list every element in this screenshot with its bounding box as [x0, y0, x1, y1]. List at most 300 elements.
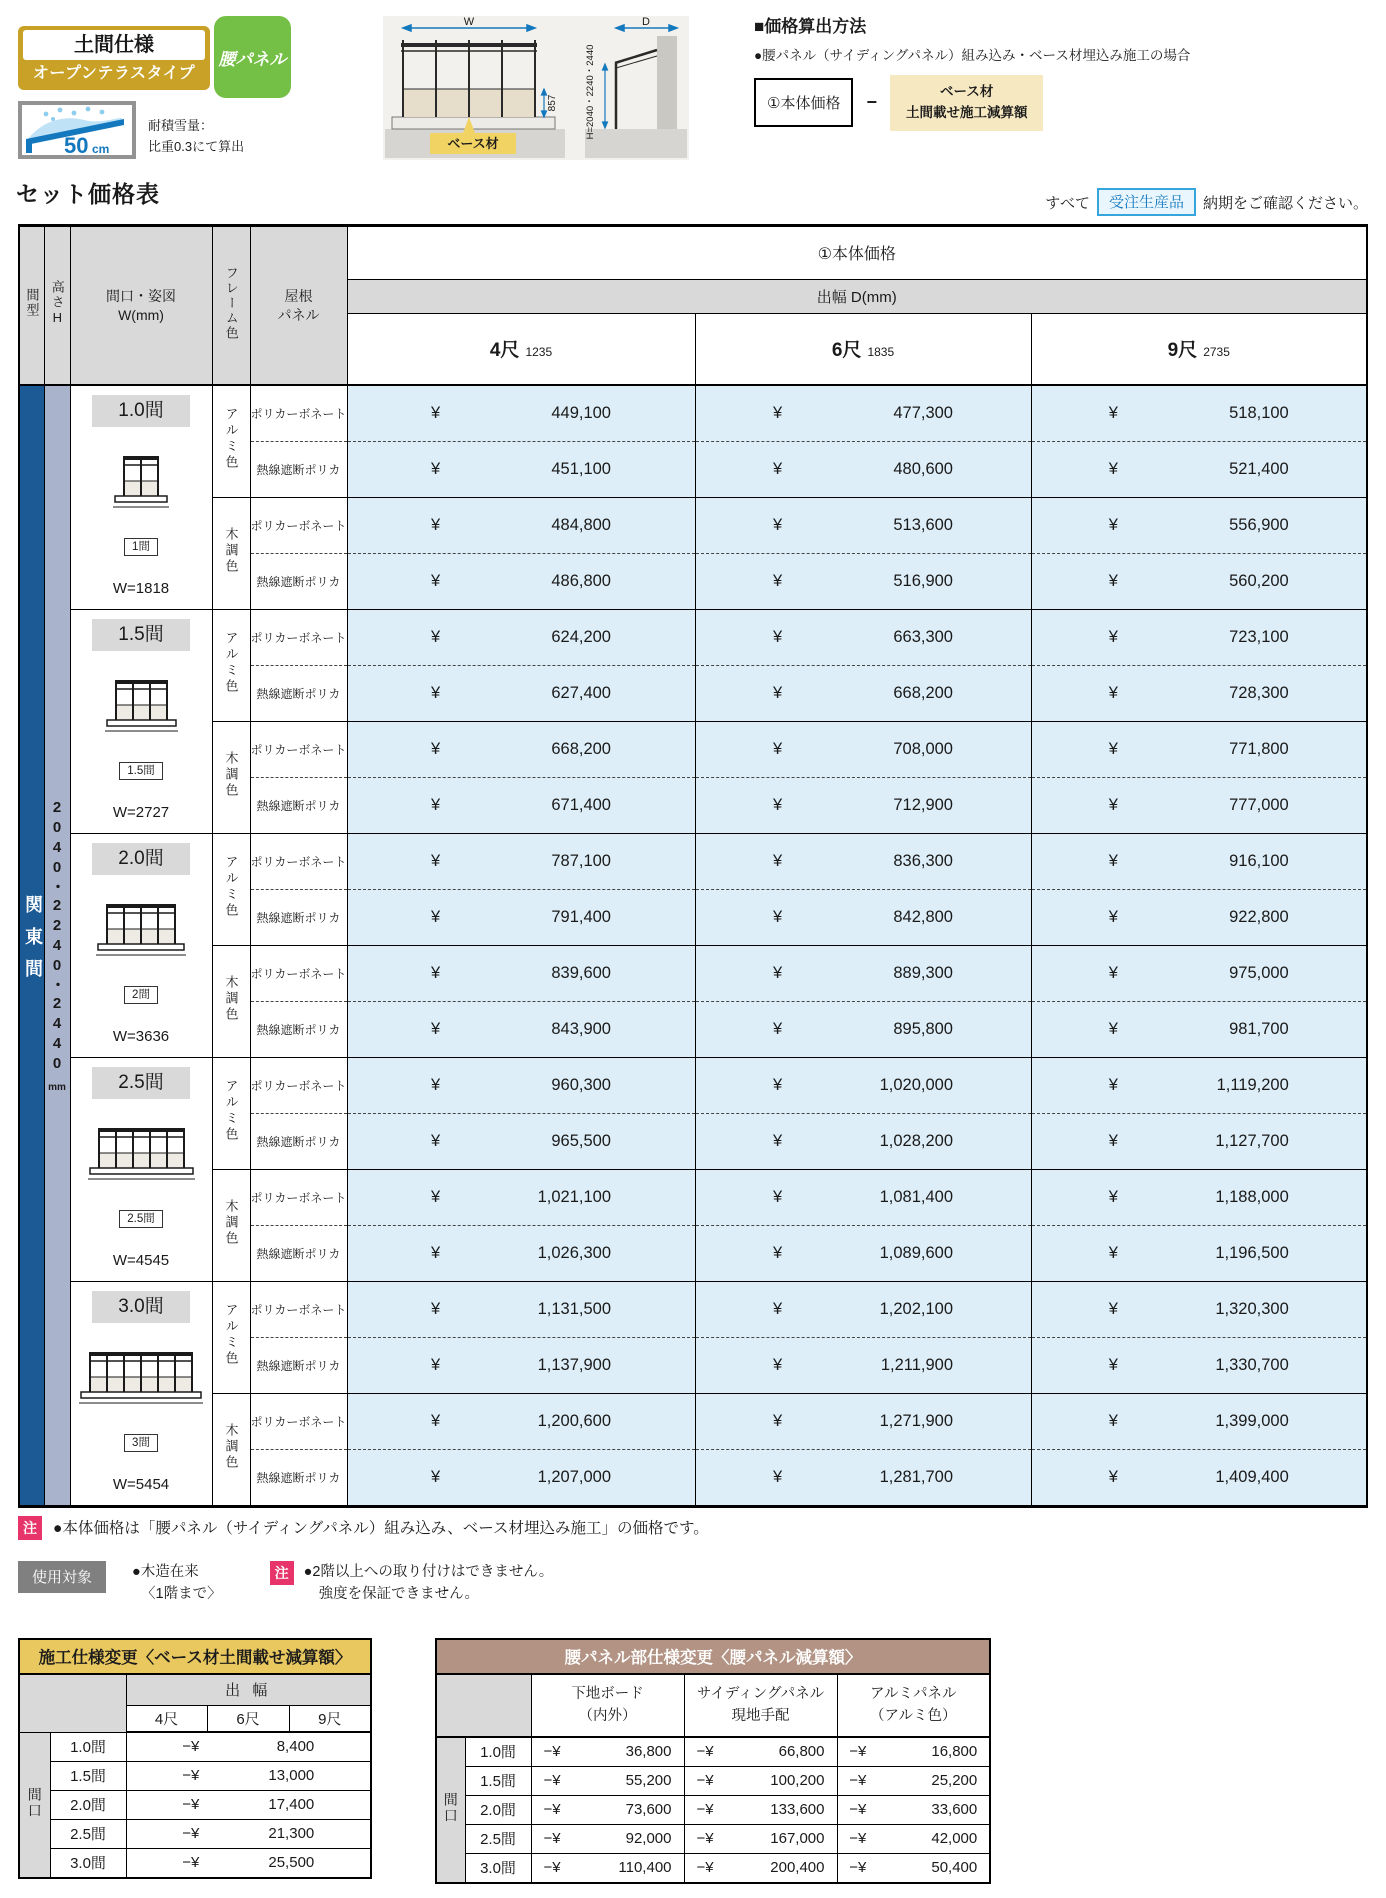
elevation-svg	[87, 1123, 196, 1181]
price	[431, 684, 611, 703]
header-height-label: 高さH	[49, 279, 65, 327]
roof-panel-label: 熱線遮断ポリカ	[256, 798, 341, 813]
price-value: 1,131,500	[537, 1299, 611, 1318]
span-spec-cell	[70, 609, 212, 833]
frame-color-label: 木調色	[223, 1422, 239, 1471]
price	[773, 1076, 953, 1095]
price	[773, 1468, 953, 1487]
price-cell	[347, 721, 695, 777]
price-value: 1,281,700	[879, 1467, 953, 1486]
span-spec-inner	[71, 1060, 212, 1278]
price	[431, 1076, 611, 1095]
price	[773, 1300, 953, 1319]
price-value: 1,089,600	[879, 1243, 953, 1262]
table-row	[20, 1732, 370, 1761]
usage-text-line1: ●木造在来	[132, 1564, 199, 1580]
span-spec-inner	[71, 388, 212, 606]
height-values-label: 2040・2240・2440	[48, 798, 66, 1075]
price-value: 521,400	[1229, 459, 1289, 478]
header-roof-line1: 屋根	[284, 287, 313, 304]
deduction-box	[890, 75, 1044, 131]
price	[1109, 740, 1289, 759]
roof-panel-cell	[250, 497, 347, 553]
roof-panel-label: 熱線遮断ポリカ	[256, 1022, 341, 1037]
price-value: 843,900	[551, 1019, 611, 1038]
price-value: 1,409,400	[1215, 1467, 1289, 1486]
price-cell	[1031, 385, 1366, 441]
yen-sign: ¥	[773, 1243, 783, 1262]
price-cell	[347, 1337, 695, 1393]
depth-header: 出 幅	[126, 1675, 370, 1705]
span-size-text: 1.5間	[70, 1768, 106, 1785]
yen-sign: ¥	[773, 1187, 783, 1206]
deduction-value	[126, 1761, 370, 1790]
col-header-siding-panel	[684, 1675, 837, 1737]
depth-col-4shaku: 4尺	[126, 1705, 207, 1732]
price	[431, 908, 611, 927]
yen-sign: ¥	[431, 1411, 441, 1430]
roof-panel-cell	[250, 553, 347, 609]
span-size-text: 1.0間	[480, 1744, 516, 1762]
elevation-diagram	[95, 899, 187, 962]
usage-text-line2: 〈1階まで〉	[141, 1586, 222, 1603]
deduction-value	[837, 1824, 989, 1853]
yen-sign: ¥	[431, 739, 441, 758]
price-value: 486,800	[551, 571, 611, 590]
price-cell	[347, 1225, 695, 1281]
deduction-value	[531, 1853, 684, 1882]
price-cell	[1031, 777, 1366, 833]
price	[1109, 572, 1289, 591]
price-value: 663,300	[893, 627, 953, 646]
price	[773, 1244, 953, 1263]
roof-panel-cell	[250, 609, 347, 665]
yen-sign: ¥	[1108, 1467, 1118, 1486]
yen-sign: ¥	[1108, 795, 1118, 814]
price	[431, 516, 611, 535]
span-size-label: 2.0間	[92, 843, 190, 875]
price-cell	[695, 441, 1031, 497]
price-cell	[695, 1225, 1031, 1281]
roof-panel-label: ポリカーボネート	[250, 742, 347, 757]
price	[773, 628, 953, 647]
table-row	[20, 1790, 370, 1819]
elevation-svg	[95, 899, 187, 957]
price	[1109, 1020, 1289, 1039]
price	[1109, 460, 1289, 479]
price	[431, 404, 611, 423]
roof-panel-cell	[250, 1449, 347, 1505]
roof-panel-label: ポリカーボネート	[250, 1190, 347, 1205]
snow-depth-value: 50	[64, 133, 89, 155]
roof-panel-label: 熱線遮断ポリカ	[256, 910, 341, 925]
yen-sign: ¥	[1108, 1299, 1118, 1318]
price-value: 1,081,400	[879, 1187, 953, 1206]
roof-panel-label: ポリカーボネート	[250, 1414, 347, 1429]
note-installation-line2: 強度を保証できません。	[318, 1586, 479, 1603]
price-value: 975,000	[1229, 963, 1289, 982]
price-value: 1,196,500	[1215, 1243, 1289, 1262]
price	[773, 1412, 953, 1431]
col-header-base-board	[531, 1675, 684, 1737]
price-value: 1,399,000	[1215, 1411, 1289, 1430]
roof-panel-cell	[250, 1001, 347, 1057]
price-cell	[695, 665, 1031, 721]
price-value: 791,400	[551, 907, 611, 926]
deduction-amount: 13,000	[268, 1767, 315, 1784]
note-installation-line1: ●2階以上への取り付けはできません。	[303, 1564, 554, 1580]
depth-mm-label: 1835	[867, 345, 895, 360]
price-row	[20, 1393, 1366, 1449]
deduction-amount: 17,400	[268, 1796, 315, 1813]
span-size	[50, 1848, 126, 1877]
yen-sign: ¥	[431, 1467, 441, 1486]
deduction-value	[837, 1853, 989, 1882]
price-calculation-method	[754, 12, 1374, 131]
price-value: 484,800	[551, 515, 611, 534]
minus-yen-sign: −¥	[182, 1825, 200, 1842]
price-value: 708,000	[893, 739, 953, 758]
price-value: 627,400	[551, 683, 611, 702]
price	[431, 1020, 611, 1039]
yen-sign: ¥	[1108, 1131, 1118, 1150]
snow-load-icon	[18, 101, 136, 159]
spec-badge-top-label: 土間仕様	[23, 30, 205, 60]
deduction	[849, 1801, 977, 1818]
col-header-line1: アルミパネル	[870, 1686, 957, 1703]
snow-caption-line1: 耐積雪量：	[148, 118, 214, 133]
price	[431, 460, 611, 479]
price-value: 1,200,600	[537, 1411, 611, 1430]
method-title: ■価格算出方法	[754, 17, 867, 36]
deduction	[849, 1859, 977, 1876]
price-value: 965,500	[551, 1131, 611, 1150]
depth-mm-label: 1235	[525, 345, 553, 360]
yen-sign: ¥	[773, 1299, 783, 1318]
deduction-value	[126, 1732, 370, 1761]
roof-panel-cell	[250, 1281, 347, 1337]
row-header	[437, 1737, 465, 1882]
price-cell	[1031, 441, 1366, 497]
minus-yen-sign: −¥	[182, 1738, 200, 1756]
price-cell	[1031, 1057, 1366, 1113]
roof-panel-label: ポリカーボネート	[250, 1302, 347, 1317]
price-cell	[347, 889, 695, 945]
frame-color-cell	[212, 1169, 250, 1281]
deduction-value	[837, 1737, 989, 1766]
deduction-amount: 25,200	[931, 1772, 978, 1789]
deduction-value	[684, 1853, 837, 1882]
roof-panel-label: 熱線遮断ポリカ	[256, 1358, 341, 1373]
yen-sign: ¥	[773, 1411, 783, 1430]
yen-sign: ¥	[1108, 459, 1118, 478]
price	[773, 516, 953, 535]
width-value: W=5454	[112, 1476, 170, 1494]
price-value: 671,400	[551, 795, 611, 814]
price-value: 1,320,300	[1215, 1299, 1289, 1318]
side-height-label: H=2040・2240・2440	[585, 44, 596, 140]
span-size-text: 3.0間	[480, 1860, 516, 1878]
deduction-amount: 110,400	[618, 1859, 672, 1877]
price-cell	[695, 1393, 1031, 1449]
span-size	[465, 1853, 531, 1882]
price-value: 1,271,900	[879, 1411, 953, 1430]
price-row	[20, 945, 1366, 1001]
header-frame-label: フレーム色	[223, 265, 239, 341]
snow-caption-line2: 比重0.3にて算出	[148, 138, 245, 154]
price-cell	[695, 721, 1031, 777]
side-depth-label: D	[642, 16, 650, 28]
price	[431, 1132, 611, 1151]
price-cell	[1031, 1281, 1366, 1337]
price-value: 449,100	[551, 403, 611, 422]
width-value: W=1818	[112, 580, 170, 598]
price-value: 513,600	[893, 515, 953, 534]
span-spec-cell	[70, 1057, 212, 1281]
header-width-line1: 間口・姿図	[106, 287, 176, 304]
elevation-svg	[104, 675, 179, 733]
price	[773, 1132, 953, 1151]
corner-cell	[437, 1675, 531, 1737]
roof-panel-cell	[250, 665, 347, 721]
price-cell	[347, 665, 695, 721]
yen-sign: ¥	[773, 403, 783, 422]
price	[1109, 404, 1289, 423]
price-cell	[695, 553, 1031, 609]
price-cell	[695, 1169, 1031, 1225]
yen-sign: ¥	[1108, 683, 1118, 702]
frame-color-label: アルミ色	[223, 1302, 239, 1367]
price-value: 712,900	[893, 795, 953, 814]
snow-roof-icon	[22, 105, 132, 155]
roof-panel-label: ポリカーボネート	[250, 966, 347, 981]
price-cell	[347, 777, 695, 833]
deduction-value	[126, 1790, 370, 1819]
yen-sign: ¥	[431, 795, 441, 814]
header-matype-label: 間型	[24, 288, 40, 319]
price	[773, 852, 953, 871]
yen-sign: ¥	[773, 1019, 783, 1038]
price-cell	[1031, 1393, 1366, 1449]
price-cell	[347, 1449, 695, 1505]
deduction-box-line1: ベース材	[940, 84, 994, 99]
span-size	[50, 1732, 126, 1761]
price	[1109, 1076, 1289, 1095]
minus-yen-sign: −¥	[849, 1743, 867, 1761]
note-body-price-text: ●本体価格は「腰パネル（サイディングパネル）組み込み、ベース材埋込み施工」の価格です。	[53, 1520, 709, 1537]
price-value: 1,207,000	[537, 1467, 611, 1486]
price-cell	[695, 1001, 1031, 1057]
order-note	[1045, 188, 1368, 216]
price-cell	[347, 833, 695, 889]
minus-yen-sign: −¥	[849, 1830, 867, 1847]
roof-panel-cell	[250, 721, 347, 777]
span-dim-label: 2間	[124, 986, 158, 1004]
price-value: 895,800	[893, 1019, 953, 1038]
price-cell	[1031, 497, 1366, 553]
roof-panel-label: ポリカーボネート	[250, 518, 347, 533]
price-cell	[1031, 609, 1366, 665]
yen-sign: ¥	[1108, 1075, 1118, 1094]
roof-panel-label: 熱線遮断ポリカ	[256, 574, 341, 589]
note-badge: 注	[270, 1561, 294, 1585]
price	[1109, 852, 1289, 871]
span-size	[50, 1790, 126, 1819]
deduction	[544, 1830, 672, 1847]
deduction-amount: 8,400	[276, 1738, 315, 1756]
span-size	[465, 1737, 531, 1766]
price-value: 839,600	[551, 963, 611, 982]
matype-label: 関東間	[23, 895, 43, 991]
roof-panel-label: ポリカーボネート	[250, 1078, 347, 1093]
construction-change-title: 施工仕様変更〈ベース材土間載せ減算額〉	[20, 1640, 370, 1675]
price-cell	[695, 385, 1031, 441]
span-size	[50, 1761, 126, 1790]
minus-operator: −	[866, 92, 877, 113]
price-value: 1,028,200	[879, 1131, 953, 1150]
method-subtitle: ●腰パネル（サイディングパネル）組み込み・ベース材埋込み施工の場合	[754, 48, 1191, 63]
price-cell	[1031, 665, 1366, 721]
frame-color-label: 木調色	[223, 1198, 239, 1247]
price-row	[20, 609, 1366, 665]
usage-target-text	[132, 1561, 222, 1606]
span-spec-cell	[70, 385, 212, 609]
minus-yen-sign: −¥	[696, 1743, 714, 1761]
price	[773, 1020, 953, 1039]
yen-sign: ¥	[773, 907, 783, 926]
price	[773, 572, 953, 591]
deduction-amount: 16,800	[931, 1743, 978, 1761]
frame-color-cell	[212, 1281, 250, 1393]
price-value: 1,330,700	[1215, 1355, 1289, 1374]
price-row	[20, 385, 1366, 441]
roof-panel-label: 熱線遮断ポリカ	[256, 1246, 341, 1261]
yen-sign: ¥	[431, 683, 441, 702]
price-cell	[695, 777, 1031, 833]
deduction	[182, 1738, 314, 1755]
col-header-alumi-panel	[837, 1675, 989, 1737]
deduction-value	[531, 1737, 684, 1766]
minus-yen-sign: −¥	[849, 1859, 867, 1877]
frame-color-cell	[212, 1393, 250, 1505]
deduction	[544, 1801, 672, 1818]
matype-band	[20, 385, 44, 1505]
frame-color-cell	[212, 497, 250, 609]
deduction	[182, 1854, 314, 1871]
deduction	[544, 1859, 672, 1876]
span-size-text: 2.5間	[480, 1831, 516, 1848]
yen-sign: ¥	[773, 1355, 783, 1374]
deduction-amount: 100,200	[770, 1772, 825, 1789]
span-size	[465, 1766, 531, 1795]
yen-sign: ¥	[1108, 1187, 1118, 1206]
deduction	[544, 1772, 672, 1789]
base-material-label: ベース材	[447, 136, 499, 151]
deduction-amount: 200,400	[770, 1859, 825, 1877]
price-cell	[1031, 721, 1366, 777]
method-formula	[754, 75, 1374, 131]
span-dim-label: 1間	[124, 538, 158, 556]
roof-panel-label: ポリカーボネート	[250, 406, 347, 421]
deduction	[849, 1772, 977, 1789]
frame-color-label: アルミ色	[223, 854, 239, 919]
elevation-diagram	[112, 451, 170, 514]
product-diagram	[383, 16, 689, 160]
minus-yen-sign: −¥	[543, 1772, 561, 1789]
roof-panel-label: ポリカーボネート	[250, 630, 347, 645]
frame-color-cell	[212, 945, 250, 1057]
yen-sign: ¥	[773, 795, 783, 814]
header-roof-line2: パネル	[277, 306, 320, 323]
span-size	[465, 1795, 531, 1824]
price	[431, 628, 611, 647]
corner-cell	[20, 1675, 126, 1732]
deduction-amount: 133,600	[770, 1801, 825, 1818]
span-size-text: 1.0間	[70, 1739, 106, 1756]
depth-size-label: 4尺	[489, 340, 520, 362]
roof-panel-cell	[250, 945, 347, 1001]
price-value: 889,300	[893, 963, 953, 982]
roof-panel-cell	[250, 833, 347, 889]
deduction-amount: 25,500	[268, 1854, 315, 1872]
roof-panel-label: ポリカーボネート	[250, 854, 347, 869]
price-cell	[695, 1281, 1031, 1337]
frame-color-cell	[212, 833, 250, 945]
price-value: 1,137,900	[537, 1355, 611, 1374]
deduction-value	[684, 1737, 837, 1766]
snow-load-caption	[148, 116, 244, 158]
depth-mm-label: 2735	[1203, 345, 1230, 360]
depth-col-6shaku: 6尺	[207, 1705, 289, 1732]
roof-panel-cell	[250, 889, 347, 945]
span-size-text: 3.0間	[70, 1855, 106, 1873]
yen-sign: ¥	[773, 515, 783, 534]
deduction-amount: 33,600	[931, 1801, 978, 1818]
yen-sign: ¥	[773, 851, 783, 870]
yen-sign: ¥	[431, 1131, 441, 1150]
roof-panel-cell	[250, 441, 347, 497]
waist-panel-badge: 腰パネル	[214, 16, 291, 98]
yen-sign: ¥	[431, 403, 441, 422]
price	[431, 1244, 611, 1263]
price-cell	[347, 497, 695, 553]
yen-sign: ¥	[773, 1467, 783, 1486]
minus-yen-sign: −¥	[543, 1830, 561, 1847]
header-depth: 出幅 D(mm)	[347, 279, 1366, 313]
price	[1109, 628, 1289, 647]
price-value: 560,200	[1229, 571, 1289, 590]
price	[1109, 1468, 1289, 1487]
waist-panel-change-table	[435, 1638, 991, 1884]
yen-sign: ¥	[773, 627, 783, 646]
span-dim-label: 2.5間	[119, 1210, 163, 1228]
front-width-label: W	[463, 16, 475, 28]
col-header-line1: サイディングパネル	[696, 1686, 825, 1703]
table-row	[437, 1737, 989, 1766]
deduction-amount: 167,000	[770, 1830, 825, 1847]
price-cell	[1031, 833, 1366, 889]
price	[431, 1356, 611, 1375]
price	[431, 572, 611, 591]
yen-sign: ¥	[1108, 1355, 1118, 1374]
deduction-value	[531, 1766, 684, 1795]
price-value: 777,000	[1229, 795, 1289, 814]
table-row	[437, 1766, 989, 1795]
deduction	[182, 1825, 314, 1842]
span-size-label: 2.5間	[92, 1067, 190, 1099]
price-value: 771,800	[1229, 739, 1289, 758]
price-value: 922,800	[1229, 907, 1289, 926]
